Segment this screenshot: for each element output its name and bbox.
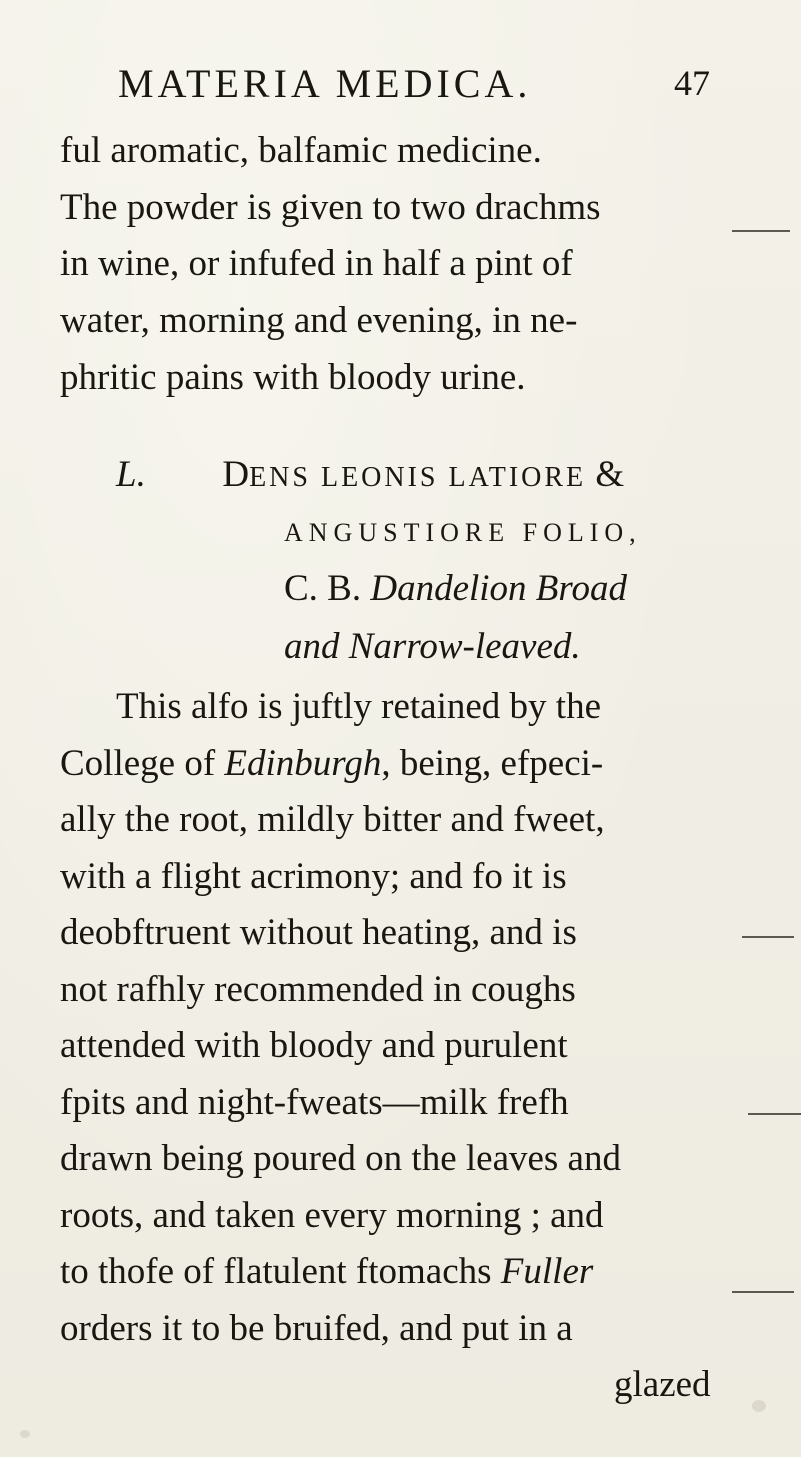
text-line: phritic pains with bloody urine. [60,357,526,398]
entry-heading [116,456,776,493]
page-header [118,60,718,110]
text-line: fpits and night-fweats—milk frefh [60,1082,569,1123]
entry-title-initial: D [222,454,250,495]
entry-title-rest: ENS LEONIS LATIORE [249,462,587,493]
page-number: 47 [674,63,710,103]
text-line: in wine, or infufed in half a pint of [60,243,573,284]
text-span: to thofe of flatulent ftomachs [60,1251,501,1292]
bleed-through-rule [732,1291,794,1293]
text-span: College of [60,743,225,784]
bleed-through-rule [732,230,790,232]
entry-title-amp: & [595,454,625,495]
text-line: The powder is given to two drachms [60,187,601,228]
text-line: water, morning and evening, in ne- [60,300,578,341]
text-line: ful aromatic, balfamic medicine. [60,130,542,171]
text-line [60,1253,720,1290]
text-line: deobftruent without heating, and is [60,912,577,953]
bleed-through-rule [742,936,794,938]
entry-author: C. B. [284,568,362,609]
entry-marker: L. [116,454,146,495]
text-line: orders it to be bruifed, and put in a [60,1308,573,1349]
text-line: drawn being poured on the leaves and [60,1138,621,1179]
text-line: ally the root, mildly bitter and fweet, [60,799,605,840]
text-line: attended with bloody and purulent [60,1025,568,1066]
bleed-through-rule [748,1113,801,1115]
text-line: This alfo is juftly retained by the [116,686,601,727]
author-name: Fuller [500,1251,594,1292]
text-line: with a flight acrimony; and fo it is [60,856,567,897]
paper-stain [20,1430,30,1438]
place-name: Edinburgh [224,743,382,784]
text-line: roots, and taken every morning ; and [60,1195,604,1236]
text-line [60,745,720,782]
entry-common-name-2: and Narrow-leaved. [284,626,581,667]
entry-attribution [284,570,801,607]
catchword: glazed [614,1364,711,1405]
text-span: , being, efpeci- [381,743,604,784]
running-title: MATERIA MEDICA. [118,61,532,106]
entry-common-name-1: Dandelion Broad [370,568,627,609]
text-line: not rafhly recommended in coughs [60,969,576,1010]
paper-stain [752,1400,766,1412]
entry-title-line2: ANGUSTIORE FOLIO, [284,518,642,547]
